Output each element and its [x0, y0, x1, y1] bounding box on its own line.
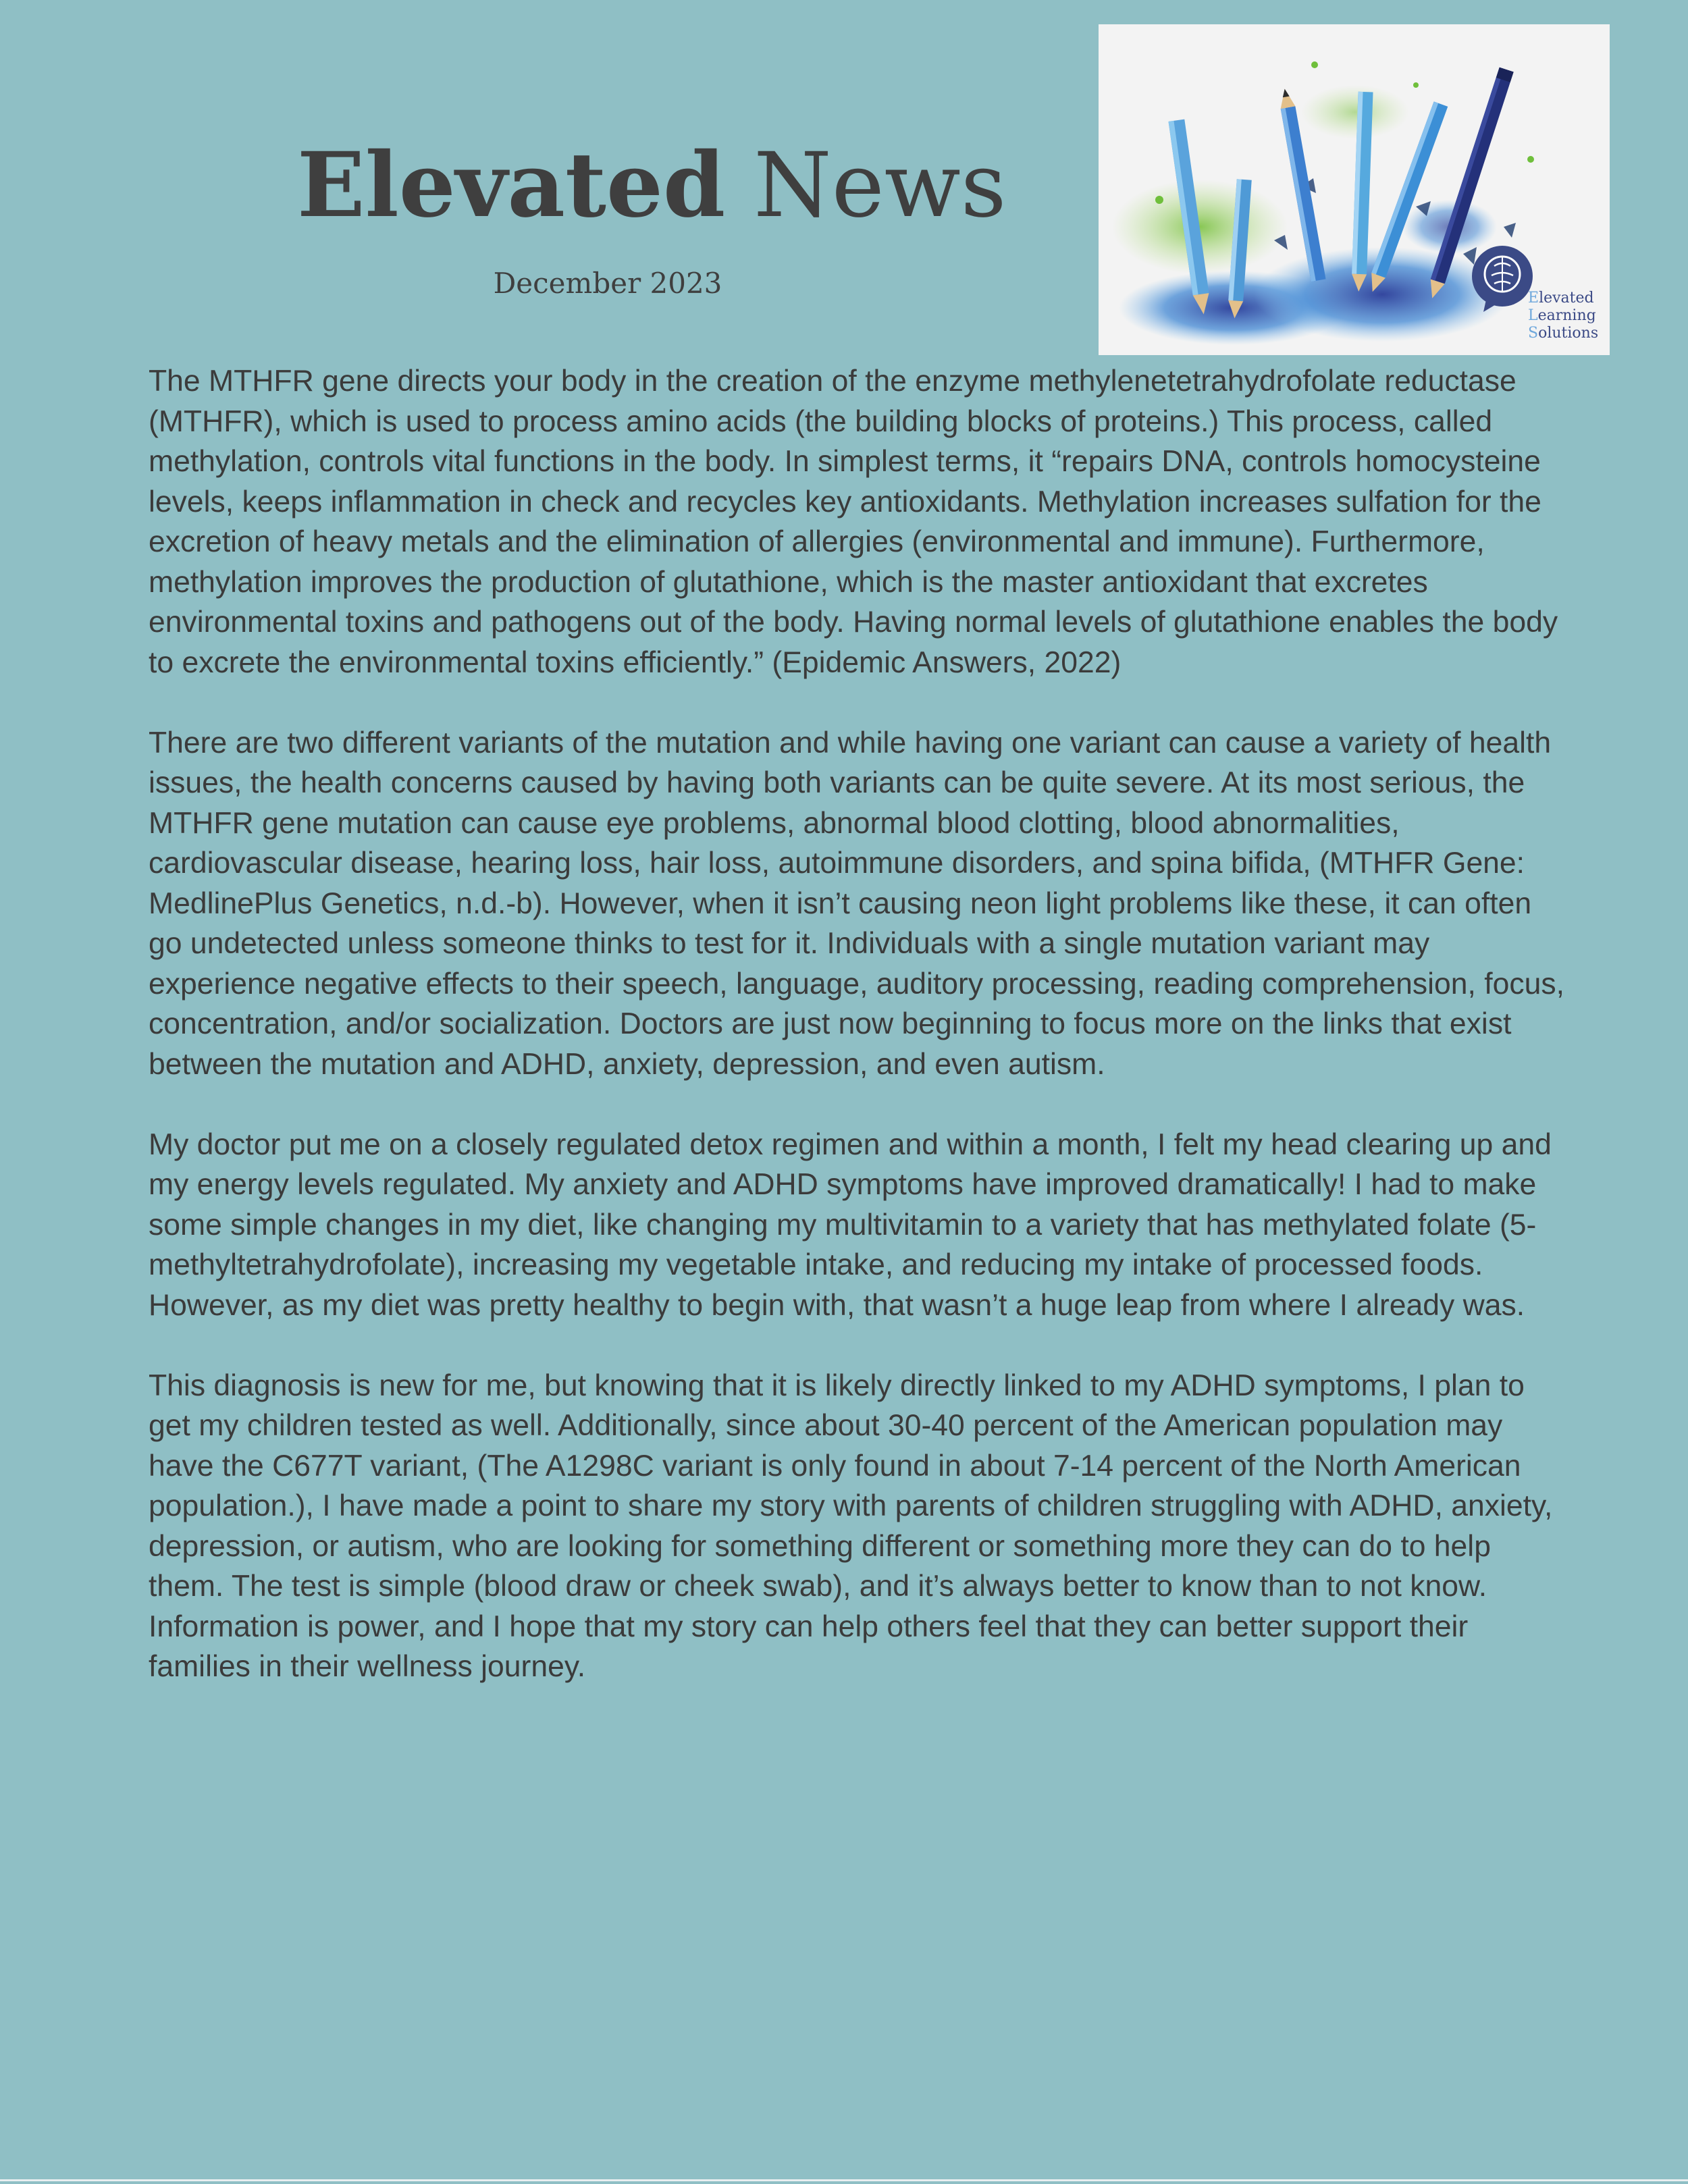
colored-pencils-illustration [1099, 24, 1610, 355]
article-paragraph: This diagnosis is new for me, but knowing that it is likely directly linked to my ADHD symptoms, I plan to get my children tested as well. Additionally, since about 30-40 percent of the American population may have the C677T variant, (The A1298C variant is only found in about 7-14 percent of the North American population.), I have made a point to share my story with parents of children struggling with ADHD, anxiety, depression, or autism, who are looking for something different or something more they can do to help them. The test is simple (blood draw or cheek swab), and it’s always better to know than to not know. Information is power, and I hope that my story can help others feel that they can better support their families in their wellness journey. [149, 1368, 1553, 1683]
logo-text-line-2: Learning [1528, 307, 1596, 324]
page-bottom-edge [0, 2179, 1688, 2181]
issue-date: December 2023 [493, 267, 722, 300]
article-body [149, 361, 1566, 1727]
article-paragraph: The MTHFR gene directs your body in the creation of the enzyme methylenetetrahydrofolate reductase (MTHFR), which is used to process amino acids (the building blocks of proteins.) This process, called methylation, controls vital functions in the body. In simplest terms, it “repairs DNA, controls homocysteine levels, keeps inflammation in check and recycles key antioxidants. Methylation increases sulfation for the excretion of heavy metals and the elimination of allergies (environmental and immune). Furthermore, methylation improves the production of glutathione, which is the master antioxidant that excretes environmental toxins and pathogens out of the body. Having normal levels of glutathione enables the body to excrete the environmental toxins efficiently.” (Epidemic Answers, 2022) [149, 365, 1558, 679]
header-image [1099, 24, 1610, 355]
logo-text-line-1: Elevated [1528, 290, 1594, 307]
title-regular-word: News [754, 134, 1007, 238]
title-bold-word: Elevated [297, 133, 726, 238]
article-paragraph: My doctor put me on a closely regulated detox regimen and within a month, I felt my head clearing up and my energy levels regulated. My anxiety and ADHD symptoms have improved dramatically! I had to make some simple changes in my diet, like changing my multivitamin to a variety that has methylated folate (5-methyltetrahydrofolate), increasing my vegetable intake, and reducing my intake of processed foods. However, as my diet was pretty healthy to begin with, that wasn’t a huge leap from where I already was. [149, 1127, 1552, 1322]
green-shavings [1301, 85, 1409, 139]
newsletter-title [297, 125, 1007, 246]
logo-text-line-3: Solutions [1528, 325, 1599, 342]
article-paragraph: There are two different variants of the mutation and while having one variant can cause a variety of health issues, the health concerns caused by having both variants can be quite severe. At its most serious, the MTHFR gene mutation can cause eye problems, abnormal blood clotting, blood abnormalities, cardiovascular disease, hearing loss, hair loss, autoimmune disorders, and spina bifida, (MTHFR Gene: MedlinePlus Genetics, n.d.-b). However, when it isn’t causing neon light problems like these, it can often go undetected unless someone thinks to test for it. Individuals with a single mutation variant may experience negative effects to their speech, language, auditory processing, reading comprehension, focus, concentration, and/or socialization. Doctors are just now beginning to focus more on the links that exist between the mutation and ADHD, anxiety, depression, and even autism. [149, 726, 1564, 1081]
